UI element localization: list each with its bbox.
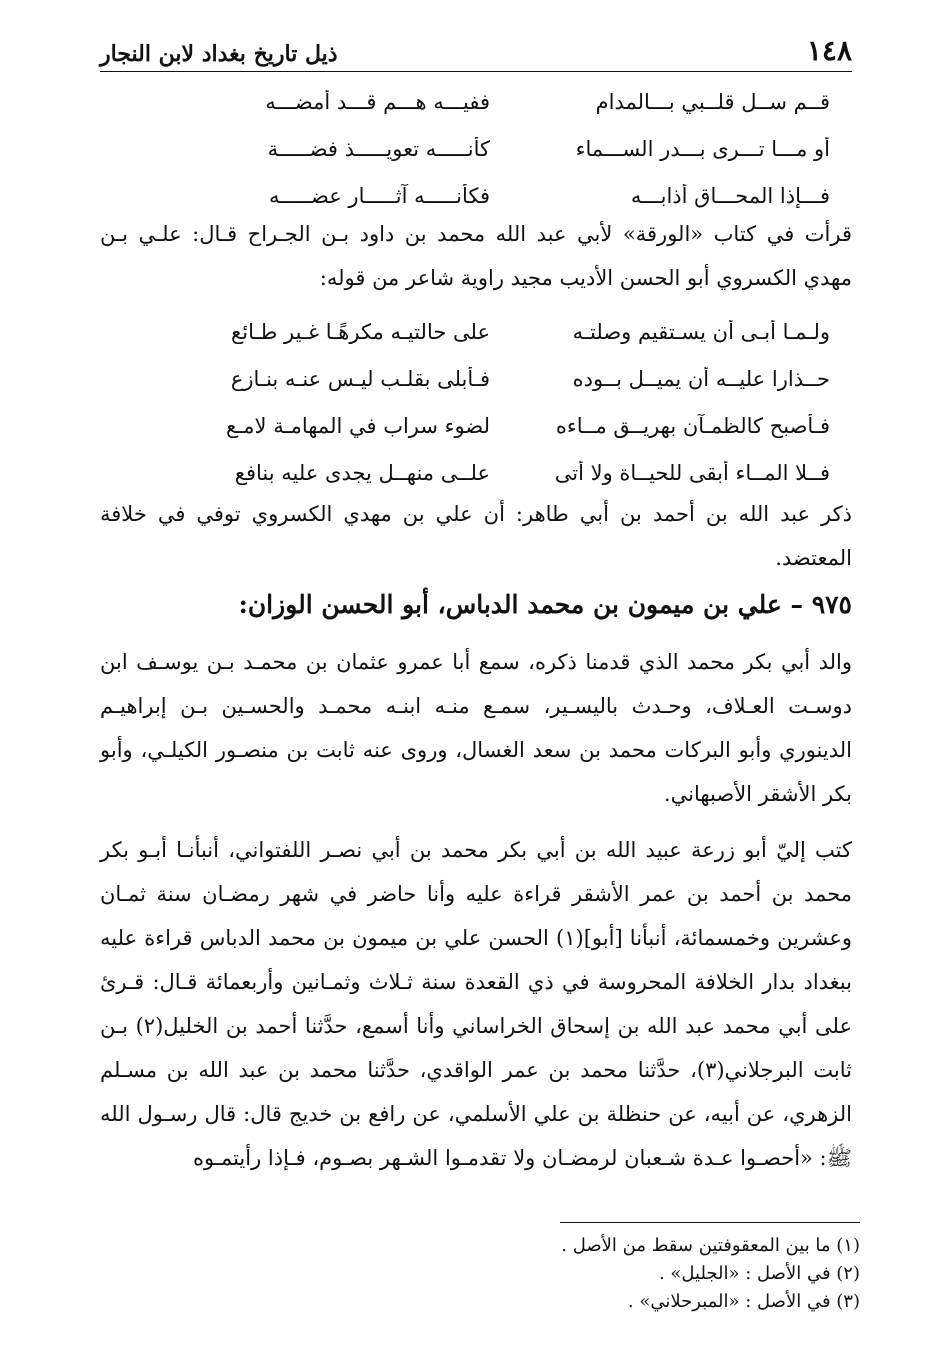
paragraph-death-note: ذكر عبد الله بن أحمد بن أبي طاهر: أن علي بن مهدي الكسروي توفي في خلافة المعتضد. (100, 502, 852, 570)
verse-second-hemistich: كأنـــــه تعويـــــذ فضـــــة (267, 136, 490, 161)
verse-line (150, 355, 830, 402)
verse-line (150, 449, 830, 496)
verse-first-hemistich: ولـمـا أبـى أن يسـتقيم وصلتـه (572, 319, 830, 344)
verse-first-hemistich: أو مـــا تـــرى بـــدر الســـماء (575, 136, 830, 161)
verse-line (150, 402, 830, 449)
poem-1 (150, 78, 830, 219)
verse-second-hemistich: لضوء سراب في المهامـة لامـع (225, 413, 490, 438)
verse-line (150, 308, 830, 355)
verse-second-hemistich: فـأبلى بقلـب ليـس عنـه بنـازع (230, 366, 490, 391)
footnote-item: (٣) في الأصل : «المبرحلاني» . (627, 1291, 860, 1312)
verse-first-hemistich: قــم ســل قلــبي بـــالمدام (595, 89, 830, 114)
verse-line (150, 78, 830, 125)
footnotes (300, 1232, 860, 1316)
footnote-item: (٢) في الأصل : «الجليل» . (658, 1263, 860, 1284)
verse-line (150, 125, 830, 172)
entry-title: ٩٧٥ – علي بن ميمون بن محمد الدباس، أبو الحسن الوزان: (238, 590, 852, 619)
verse-first-hemistich: فــلا المــاء أبقى للحيــاة ولا أتى (554, 460, 830, 485)
verse-first-hemistich: فـأصبح كالظمـآن بهريــق مــاءه (555, 413, 830, 438)
footnote-divider (560, 1222, 860, 1223)
page-number: ١٤٨ (806, 34, 852, 67)
verse-second-hemistich: علــى منهــل يجدى عليه بنافع (234, 460, 490, 485)
verse-second-hemistich: فكأنـــــه آثـــــار عضـــــه (269, 183, 490, 208)
paragraph-intro-poem: قرأت في كتاب «الورقة» لأبي عبد الله محمد بن داود بـن الجـراح قـال: علـي بـن مهدي الكسروي أبو الحسن الأديب مجيد راوية شاعر من قوله: (100, 222, 852, 290)
page-header (100, 28, 852, 72)
paragraph-biography: والد أبي بكر محمد الذي قدمنا ذكره، سمع أبا عمرو عثمان بن محمـد بـن يوسـف ابن دوسـت العـلاف، وحـدث باليسـير، سمـع منـه ابنـه محمـد والحسـين بـن إبراهيـم الدينوري وأبو البركات محمد بن سعد الغسال، وروى عنه ثابت بن منصـور الكيلـي، وأبو بكر الأشقر الأصبهاني. (100, 650, 852, 806)
footnote-item: (١) ما بين المعقوفتين سقط من الأصل . (561, 1235, 860, 1256)
running-title: ذيل تاريخ بغداد لابن النجار (100, 41, 338, 67)
verse-second-hemistich: ففيـــه هـــم قـــد أمضـــه (265, 89, 490, 114)
poem-2 (150, 308, 830, 496)
verse-first-hemistich: حــذارا عليــه أن يميــل بــوده (572, 366, 830, 391)
verse-second-hemistich: على حالتيـه مكرهًـا غـير طـائع (231, 319, 490, 344)
verse-first-hemistich: فـــإذا المحـــاق أذابـــه (630, 183, 830, 208)
paragraph-hadith-chain: كتب إليّ أبو زرعة عبيد الله بن أبي بكر محمد بن أبي نصـر اللفتواني، أنبأنـا أبـو بكر محمد بن أحمد بن عمر الأشقر قراءة عليه وأنا حاضر في شهر رمضـان سنة ثمـان وعشرين وخمسمائة، أنبأنا [أبو](١) الحسن علي بن ميمون بن محمد الدباس قراءة عليه ببغداد بدار الخلافة المحروسة في ذي القعدة سنة ثـلاث وثمـانين وأربعمائة قـال: قـرئ على أبي محمد عبد الله بن إسحاق الخراساني وأنا أسمع، حدَّثنا أحمد بن الخليل(٢) بـن ثابت البرجلاني(٣)، حدَّثنا محمد بن عمر الواقدي، حدَّثنا محمد بن عبد الله بن مسـلم الزهري، عن أبيه، عن حنظلة بن علي الأسلمي، عن رافع بن خديج قال: قال رسـول الله ﷺ: «أحصـوا عـدة شـعبان لرمضـان ولا تقدمـوا الشـهر بصـوم، فـإذا رأيتمـوه (100, 838, 852, 1170)
